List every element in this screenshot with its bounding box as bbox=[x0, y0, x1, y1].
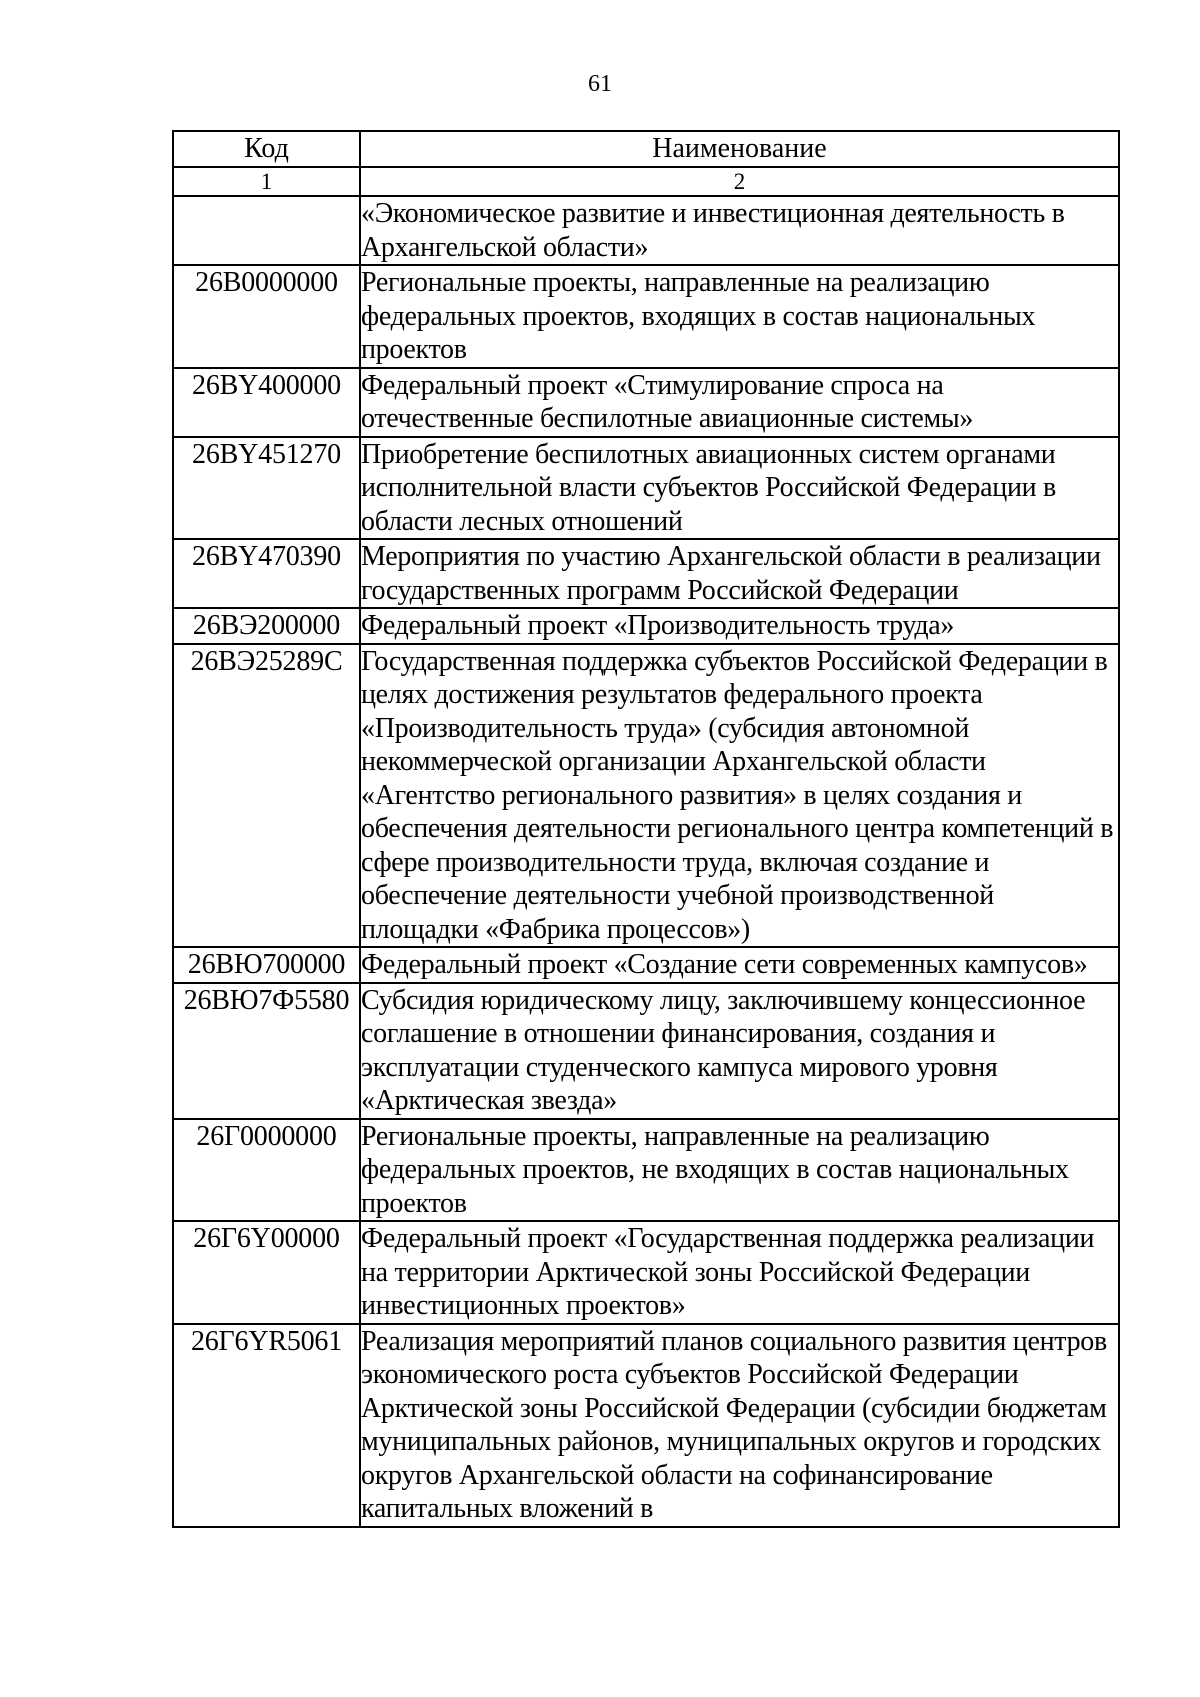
row-code: 26ВY470390 bbox=[173, 539, 360, 608]
table-row bbox=[173, 983, 1119, 1119]
row-name: Федеральный проект «Производительность труда» bbox=[360, 608, 1119, 644]
row-code: 26ВY400000 bbox=[173, 368, 360, 437]
row-name: Реализация мероприятий планов социального развития центров экономического роста субъектов Российской Федерации Арктической зоны Российской Федерации (субсидии бюджетам муниципальных районов, муниципальных округов и городских округов Архангельской области на софинансирование капитальных вложений в bbox=[360, 1324, 1119, 1527]
row-code: 26Г0000000 bbox=[173, 1119, 360, 1222]
row-code: 26В0000000 bbox=[173, 265, 360, 368]
row-name: Федеральный проект «Создание сети современных кампусов» bbox=[360, 947, 1119, 983]
header-code: Код bbox=[173, 131, 360, 167]
table-row bbox=[173, 608, 1119, 644]
table-header-row bbox=[173, 131, 1119, 167]
column-number-code: 1 bbox=[173, 167, 360, 196]
row-name: Региональные проекты, направленные на реализацию федеральных проектов, входящих в состав национальных проектов bbox=[360, 265, 1119, 368]
row-code: 26ВЮ7Ф5580 bbox=[173, 983, 360, 1119]
row-code bbox=[173, 196, 360, 265]
row-name: Приобретение беспилотных авиационных систем органами исполнительной власти субъектов Российской Федерации в области лесных отношений bbox=[360, 437, 1119, 540]
row-code: 26Г6YR5061 bbox=[173, 1324, 360, 1527]
row-name: Федеральный проект «Государственная поддержка реализации на территории Арктической зоны Российской Федерации инвестиционных проектов» bbox=[360, 1221, 1119, 1324]
row-name: «Экономическое развитие и инвестиционная деятельность в Архангельской области» bbox=[360, 196, 1119, 265]
table-row bbox=[173, 368, 1119, 437]
row-code: 26ВY451270 bbox=[173, 437, 360, 540]
row-name: Федеральный проект «Стимулирование спроса на отечественные беспилотные авиационные системы» bbox=[360, 368, 1119, 437]
table-row bbox=[173, 644, 1119, 948]
row-code: 26ВЭ25289С bbox=[173, 644, 360, 948]
header-name: Наименование bbox=[360, 131, 1119, 167]
table-row bbox=[173, 437, 1119, 540]
row-name: Мероприятия по участию Архангельской области в реализации государственных программ Российской Федерации bbox=[360, 539, 1119, 608]
table-row bbox=[173, 196, 1119, 265]
table-row bbox=[173, 1221, 1119, 1324]
row-name: Государственная поддержка субъектов Российской Федерации в целях достижения результатов федерального проекта «Производительность труда» (субсидия автономной некоммерческой организации Архангельской области «Агентство регионального развития» в целях создания и обеспечения деятельности регионального центра компетенций в сфере производительности труда, включая создание и обеспечение деятельности учебной производственной площадки «Фабрика процессов») bbox=[360, 644, 1119, 948]
table-row bbox=[173, 947, 1119, 983]
table-row bbox=[173, 265, 1119, 368]
row-code: 26Г6Y00000 bbox=[173, 1221, 360, 1324]
table-row bbox=[173, 1324, 1119, 1527]
table-row bbox=[173, 539, 1119, 608]
column-number-name: 2 bbox=[360, 167, 1119, 196]
row-code: 26ВЮ700000 bbox=[173, 947, 360, 983]
row-name: Субсидия юридическому лицу, заключившему концессионное соглашение в отношении финансирования, создания и эксплуатации студенческого кампуса мирового уровня «Арктическая звезда» bbox=[360, 983, 1119, 1119]
table-row bbox=[173, 1119, 1119, 1222]
page-number: 61 bbox=[588, 71, 612, 97]
row-name: Региональные проекты, направленные на реализацию федеральных проектов, не входящих в состав национальных проектов bbox=[360, 1119, 1119, 1222]
row-code: 26ВЭ200000 bbox=[173, 608, 360, 644]
budget-classification-table bbox=[172, 130, 1120, 1528]
column-number-row bbox=[173, 167, 1119, 196]
